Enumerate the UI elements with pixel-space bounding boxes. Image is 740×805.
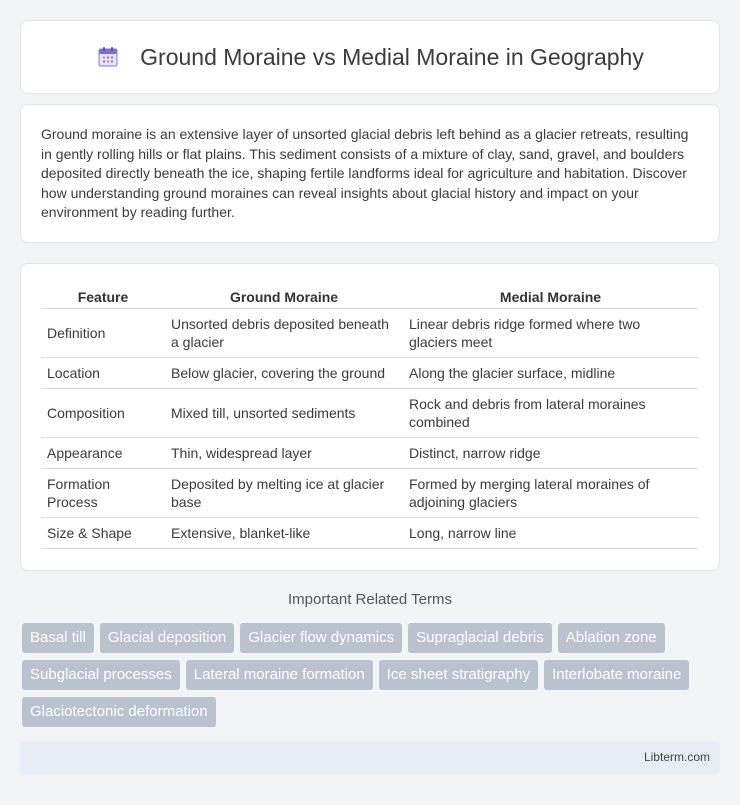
tag-supraglacial-debris[interactable]: Supraglacial debris bbox=[408, 623, 552, 653]
table-cell: Mixed till, unsorted sediments bbox=[165, 388, 403, 437]
table-cell: Definition bbox=[41, 308, 165, 357]
comparison-table bbox=[41, 284, 698, 549]
table-cell: Long, narrow line bbox=[403, 517, 698, 548]
tag-ice-sheet-stratigraphy[interactable]: Ice sheet stratigraphy bbox=[379, 660, 538, 690]
table-cell: Extensive, blanket-like bbox=[165, 517, 403, 548]
table-row bbox=[41, 357, 698, 388]
table-row bbox=[41, 388, 698, 437]
table-cell: Deposited by melting ice at glacier base bbox=[165, 468, 403, 517]
header-feature: Feature bbox=[41, 284, 165, 308]
table-row bbox=[41, 437, 698, 468]
table-cell: Unsorted debris deposited beneath a glacier bbox=[165, 308, 403, 357]
table-cell: Linear debris ridge formed where two glaciers meet bbox=[403, 308, 698, 357]
header-medial-moraine: Medial Moraine bbox=[403, 284, 698, 308]
intro-paragraph: Ground moraine is an extensive layer of unsorted glacial debris left behind as a glacier retreats, resulting in gently rolling hills or flat plains. This sediment consists of a mixture of clay, sand, gravel, and boulders deposited directly beneath the ice, shaping fertile landforms ideal for agriculture and habitation. Discover how understanding ground moraines can reveal insights about glacial history and impact on your environment by reading further. bbox=[41, 126, 689, 220]
table-cell: Appearance bbox=[41, 437, 165, 468]
table-row bbox=[41, 517, 698, 548]
header-ground-moraine: Ground Moraine bbox=[165, 284, 403, 308]
tag-basal-till[interactable]: Basal till bbox=[22, 623, 94, 653]
tag-glacier-flow-dynamics[interactable]: Glacier flow dynamics bbox=[240, 623, 402, 653]
table-cell: Location bbox=[41, 357, 165, 388]
table-row bbox=[41, 468, 698, 517]
table-cell: Rock and debris from lateral moraines combined bbox=[403, 388, 698, 437]
table-header-row bbox=[41, 284, 698, 308]
table-cell: Below glacier, covering the ground bbox=[165, 357, 403, 388]
comparison-card bbox=[20, 263, 720, 571]
related-terms-heading: Important Related Terms bbox=[288, 591, 452, 608]
table-cell: Composition bbox=[41, 388, 165, 437]
page-title: Ground Moraine vs Medial Moraine in Geography bbox=[140, 43, 644, 70]
table-cell: Formed by merging lateral moraines of adjoining glaciers bbox=[403, 468, 698, 517]
title-card bbox=[20, 20, 720, 94]
tag-lateral-moraine-formation[interactable]: Lateral moraine formation bbox=[186, 660, 373, 690]
footer-site-link[interactable]: Libterm.com bbox=[643, 750, 710, 764]
table-cell: Distinct, narrow ridge bbox=[403, 437, 698, 468]
tag-ablation-zone[interactable]: Ablation zone bbox=[558, 623, 665, 653]
tag-subglacial-processes[interactable]: Subglacial processes bbox=[22, 660, 180, 690]
table-cell: Formation Process bbox=[41, 468, 165, 517]
calendar-icon bbox=[96, 45, 120, 69]
tag-glaciotectonic-deformation[interactable]: Glaciotectonic deformation bbox=[22, 697, 216, 727]
table-row bbox=[41, 308, 698, 357]
footer bbox=[20, 741, 720, 775]
tag-interlobate-moraine[interactable]: Interlobate moraine bbox=[544, 660, 689, 690]
table-cell: Thin, widespread layer bbox=[165, 437, 403, 468]
table-cell: Size & Shape bbox=[41, 517, 165, 548]
table-cell: Along the glacier surface, midline bbox=[403, 357, 698, 388]
related-terms-list bbox=[22, 623, 722, 734]
tag-glacial-deposition[interactable]: Glacial deposition bbox=[100, 623, 234, 653]
intro-card bbox=[20, 104, 720, 243]
